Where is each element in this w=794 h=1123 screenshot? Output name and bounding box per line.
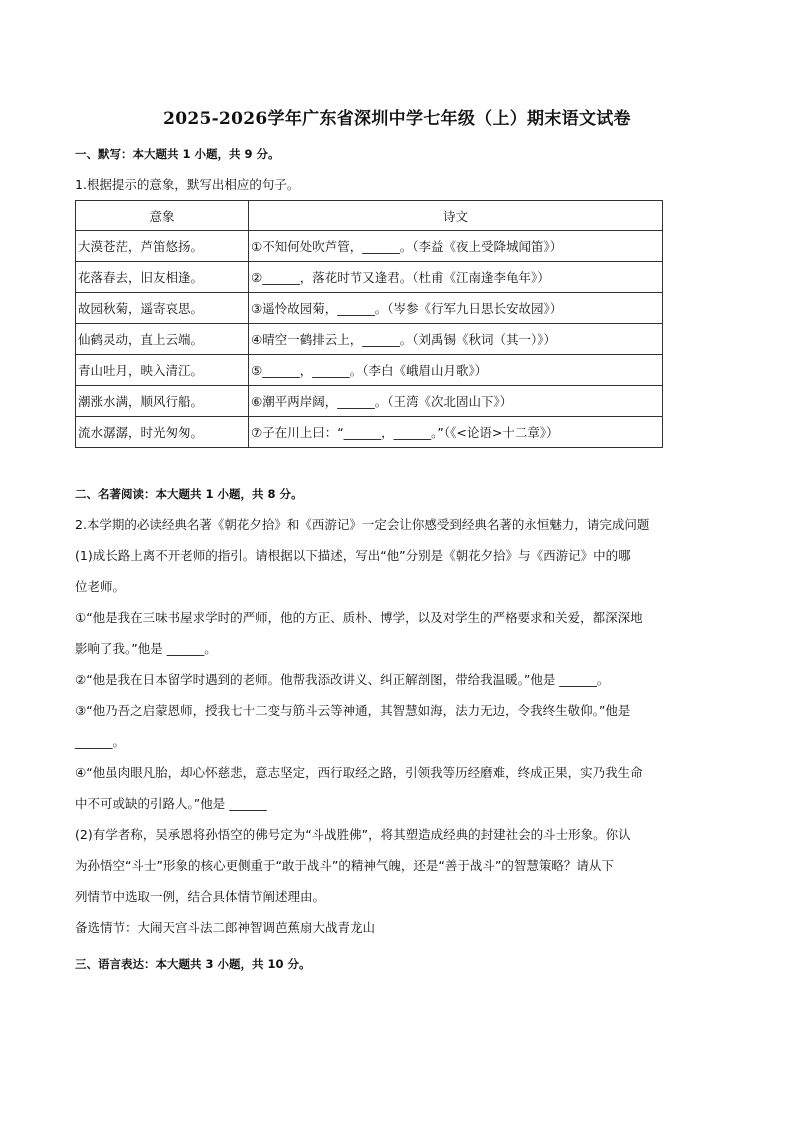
imagery-cell: 故园秋菊，遥寄哀思。 <box>76 293 249 324</box>
teacher-clue-2: ②“他是我在日本留学时遇到的老师。他帮我添改讲义、纠正解剖图，带给我温暖。”他是 ______。 <box>75 672 610 687</box>
question-2-1-text: (1)成长路上离不开老师的指引。请根据以下描述，写出“他”分别是《朝花夕拾》与《西游记》中的哪 <box>75 548 631 563</box>
poem-cell: ⑥潮平两岸阔，______。（王湾《次北固山下》） <box>249 386 663 417</box>
section-heading-3: 三、语言表达：本大题共 3 小题，共 10 分。 <box>75 957 311 971</box>
teacher-clue-4: 中不可或缺的引路人。”他是 ______ <box>75 796 267 811</box>
imagery-cell: 流水潺潺，时光匆匆。 <box>76 417 249 448</box>
plot-options: 备选情节：大闹天宫斗法二郎神智调芭蕉扇大战青龙山 <box>75 920 376 935</box>
table-row <box>76 386 663 417</box>
table-header-row <box>76 201 663 231</box>
table-row <box>76 355 663 386</box>
question-2-body <box>75 509 720 943</box>
poem-table <box>75 200 663 448</box>
question-2-2-text: (2)有学者称，吴承恩将孙悟空的佛号定为“斗战胜佛”，将其塑造成经典的封建社会的斗士形象。你认 <box>75 827 631 842</box>
poem-cell: ③遥怜故园菊，______。（岑参《行军九日思长安故园》） <box>249 293 663 324</box>
teacher-clue-1: 影响了我。”他是 ______。 <box>75 641 217 656</box>
question-2-1-text: 位老师。 <box>75 579 126 594</box>
poem-cell: ⑤______，______。（李白《峨眉山月歌》） <box>249 355 663 386</box>
question-2-intro: 2.本学期的必读经典名著《朝花夕拾》和《西游记》一定会让你感受到经典名著的永恒魅力，请完成问题 <box>75 517 650 532</box>
poem-cell: ②______，落花时节又逢君。（杜甫《江南逢李龟年》） <box>249 262 663 293</box>
imagery-cell: 大漠苍茫，芦笛悠扬。 <box>76 231 249 262</box>
teacher-clue-1: ①“他是我在三味书屋求学时的严师，他的方正、质朴、博学，以及对学生的严格要求和关爱，都深深地 <box>75 610 643 625</box>
question-1-prompt: 1.根据提示的意象，默写出相应的句子。 <box>75 177 300 192</box>
imagery-cell: 青山吐月，映入清江。 <box>76 355 249 386</box>
imagery-cell: 花落春去，旧友相逢。 <box>76 262 249 293</box>
table-row <box>76 231 663 262</box>
table-row <box>76 262 663 293</box>
table-row <box>76 324 663 355</box>
section-heading-1: 一、默写：本大题共 1 小题，共 9 分。 <box>75 147 280 161</box>
question-2-2-text: 为孙悟空“斗士”形象的核心更侧重于“敢于战斗”的精神气魄，还是“善于战斗”的智慧策略？请从下 <box>75 858 614 873</box>
section-heading-2: 二、名著阅读：本大题共 1 小题，共 8 分。 <box>75 487 303 501</box>
table-row <box>76 293 663 324</box>
poem-cell: ⑦子在川上曰：“______，______。”（《<论语>十二章》） <box>249 417 663 448</box>
imagery-cell: 仙鹤灵动，直上云端。 <box>76 324 249 355</box>
teacher-clue-4: ④“他虽肉眼凡胎，却心怀慈悲，意志坚定，西行取经之路，引领我等历经磨难，终成正果，实乃我生命 <box>75 765 643 780</box>
question-2-2-text: 列情节中选取一例，结合具体情节阐述理由。 <box>75 889 326 904</box>
teacher-clue-3: ③“他乃吾之启蒙恩师，授我七十二变与筋斗云等神通，其智慧如海，法力无边，令我终生敬仰。”他是 <box>75 703 631 718</box>
poem-cell: ④晴空一鹤排云上，______。（刘禹锡《秋词（其一）》） <box>249 324 663 355</box>
table-header-poem: 诗文 <box>249 201 663 231</box>
imagery-cell: 潮涨水满，顺风行船。 <box>76 386 249 417</box>
teacher-clue-3: ______。 <box>75 734 126 749</box>
table-header-imagery: 意象 <box>76 201 249 231</box>
poem-cell: ①不知何处吹芦管，______。（李益《夜上受降城闻笛》） <box>249 231 663 262</box>
page-title: 2025-2026学年广东省深圳中学七年级（上）期末语文试卷 <box>163 109 631 129</box>
table-row <box>76 417 663 448</box>
